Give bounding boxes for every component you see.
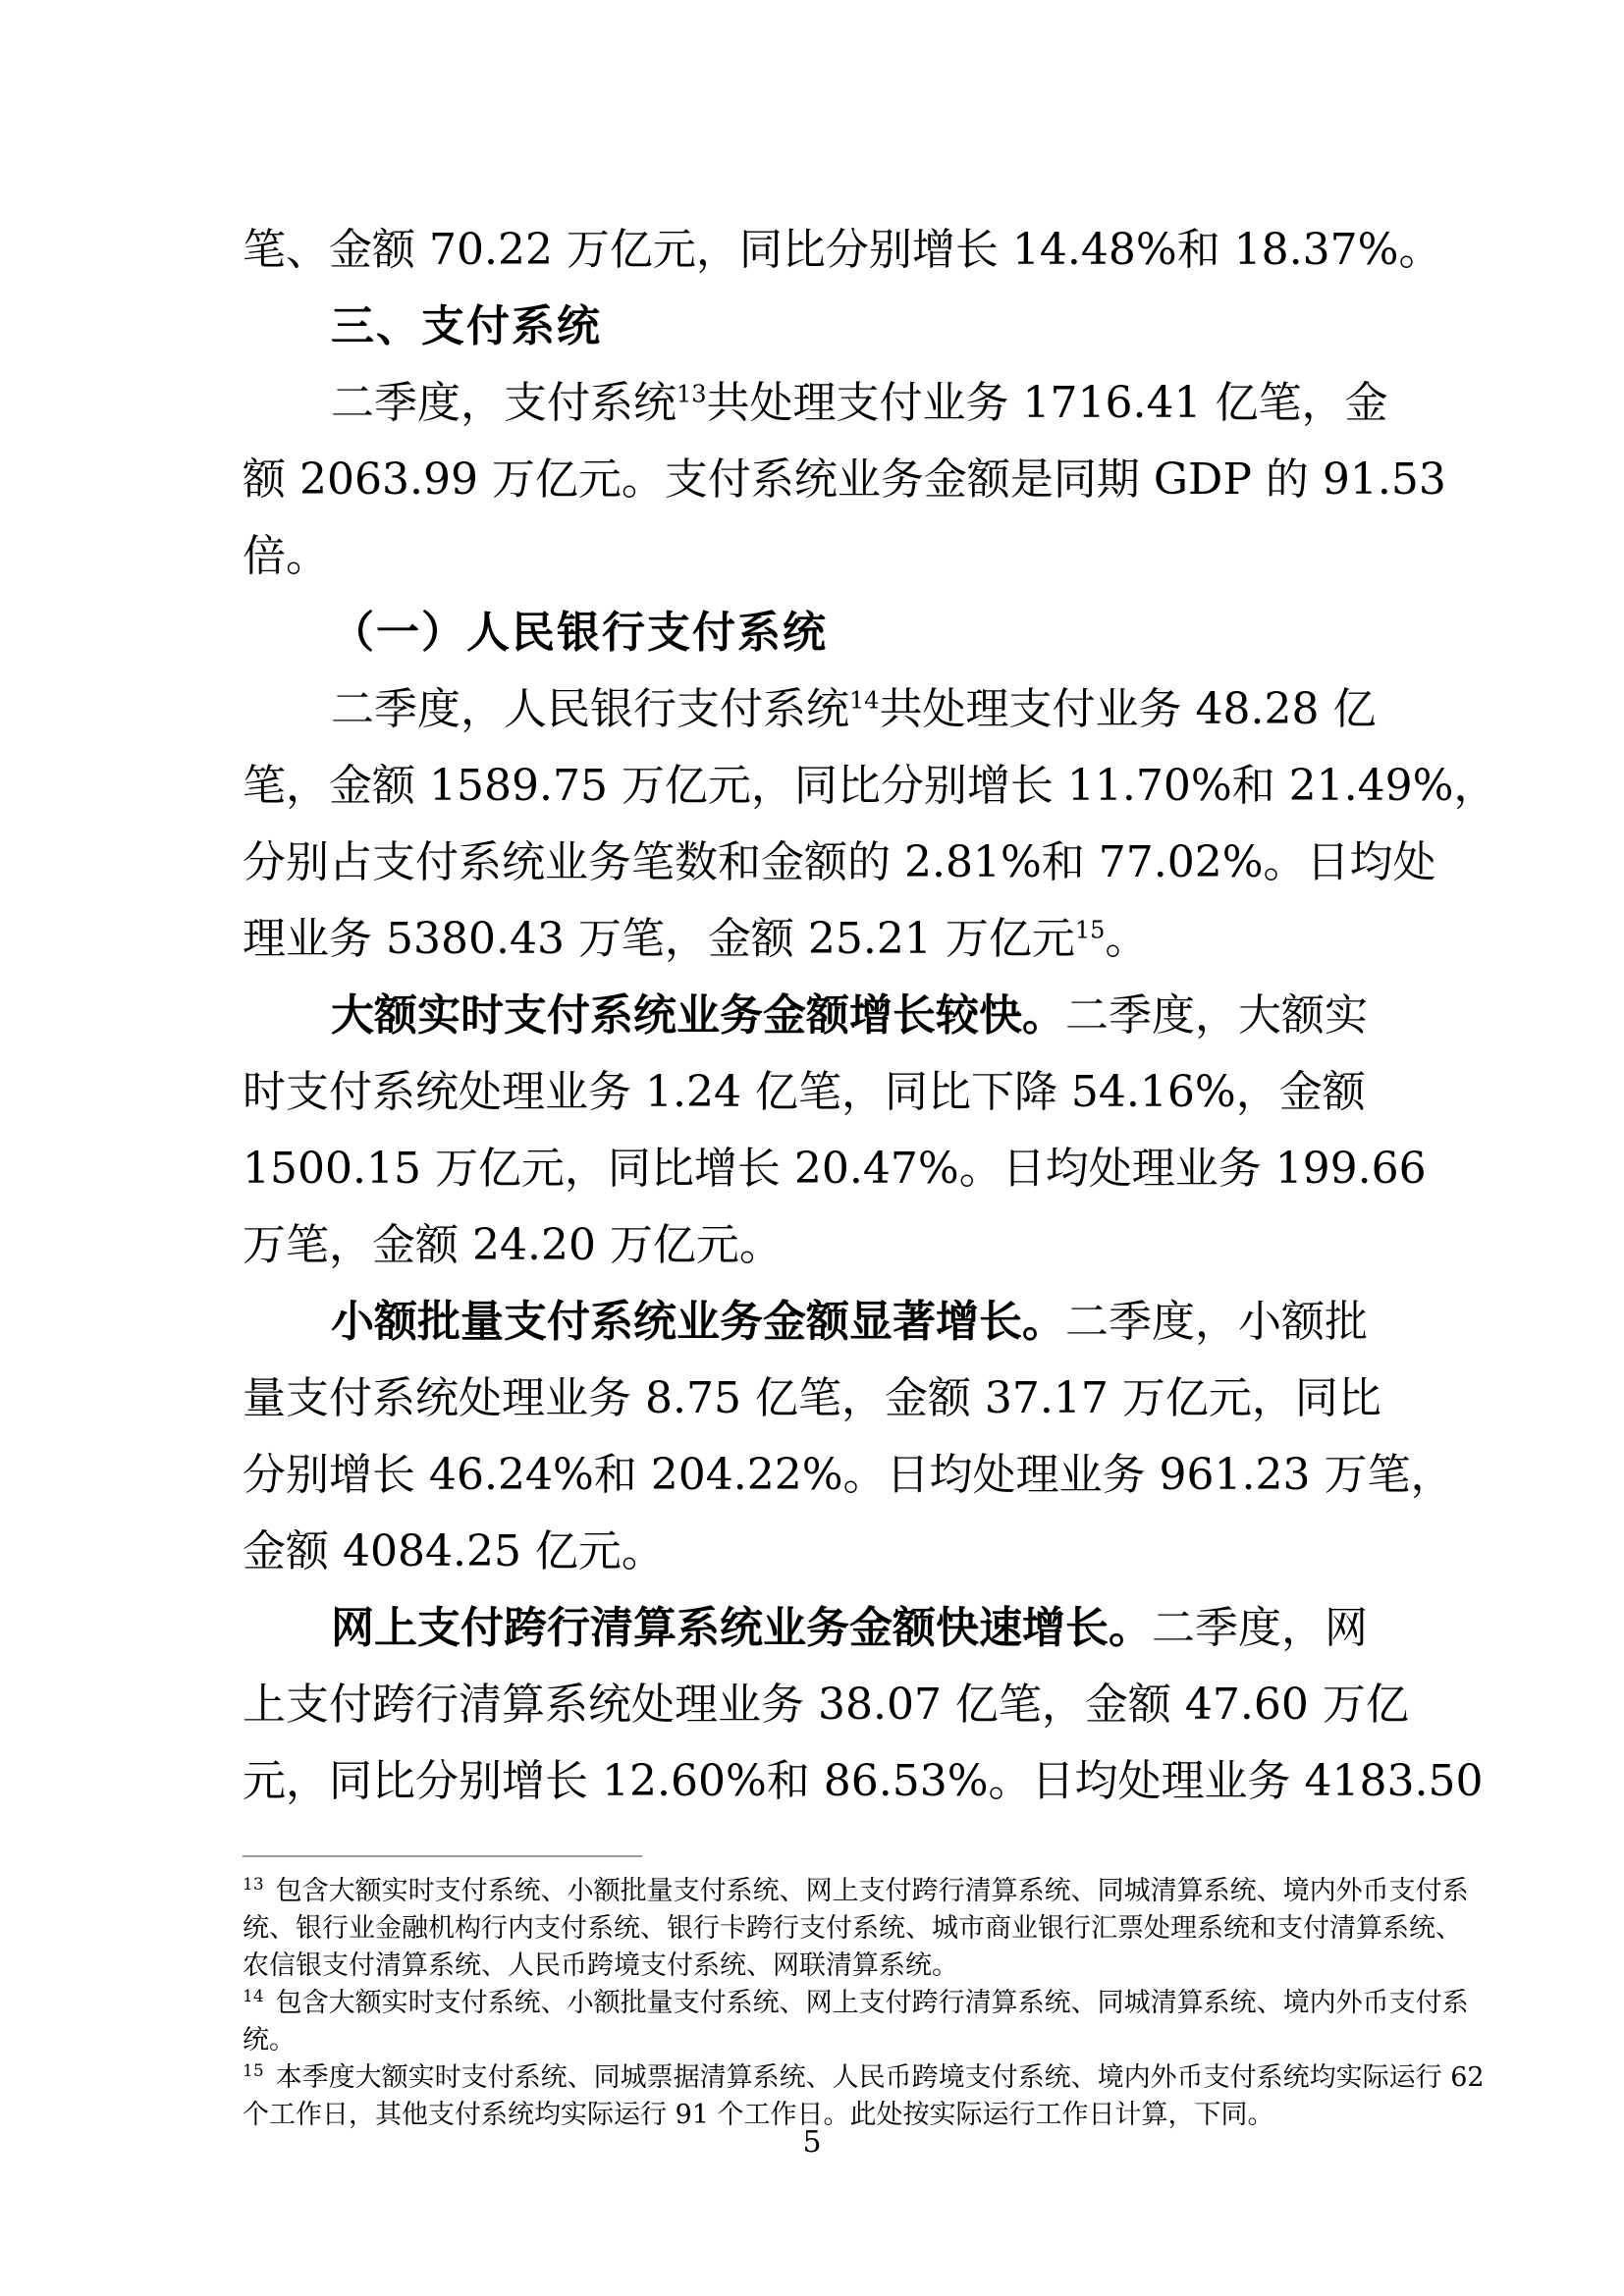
para-pboc-system-detail-line-3: 分别占支付系统业务笔数和金额的 2.81%和 77.02%。日均处 xyxy=(243,837,1436,887)
para-ibps-line-1: 网上支付跨行清算系统业务金额快速增长。二季度，网 xyxy=(331,1603,1368,1653)
footnote-ref-15: 15 xyxy=(1074,916,1106,944)
para-beps-line-2: 量支付系统处理业务 8.75 亿笔，金额 37.17 万亿元，同比 xyxy=(243,1373,1381,1423)
page-number: 5 xyxy=(802,2125,822,2160)
footnote-marker-13: 13 xyxy=(243,1875,264,1895)
footnote-14-line-2: 统。 xyxy=(243,2025,296,2056)
para-beps-line-1: 小额批量支付系统业务金额显著增长。二季度，小额批 xyxy=(331,1297,1368,1347)
footnotes xyxy=(243,1855,1485,2134)
footnote-ref-13: 13 xyxy=(677,380,707,408)
footnote-13-line-1: $^{13}$ 包含大额实时支付系统、小额批量支付系统、网上支付跨行清算系统、同城清算系统、境内外币支付系 xyxy=(243,1875,1469,1906)
footnote-14-line-1: $^{14}$ 包含大额实时支付系统、小额批量支付系统、网上支付跨行清算系统、同城清算系统、境内外币支付系 xyxy=(243,1987,1469,2018)
para-payment-system-overview-line-3: 倍。 xyxy=(243,531,329,581)
para-beps-line-3: 分别增长 46.24%和 204.22%。日均处理业务 961.23 万笔， xyxy=(243,1450,1454,1500)
para-hvps-line-1: 大额实时支付系统业务金额增长较快。二季度，大额实 xyxy=(331,990,1368,1041)
footnote-marker-14: 14 xyxy=(243,1987,264,2006)
footnote-15-line-2: 个工作日，其他支付系统均实际运行 91 个工作日。此处按实际运行工作日计算，下同。 xyxy=(243,2100,1274,2130)
document-body xyxy=(243,212,1497,1820)
footnote-15-line-1: $^{15}$ 本季度大额实时支付系统、同城票据清算系统、人民币跨境支付系统、境内外币支付系统均实际运行 62 xyxy=(243,2061,1485,2093)
footnote-13-line-2: 统、银行业金融机构行内支付系统、银行卡跨行支付系统、城市商业银行汇票处理系统和支付清算系统、 xyxy=(243,1913,1462,1944)
para-hvps-line-4: 万笔，金额 24.20 万亿元。 xyxy=(243,1220,783,1270)
para-hvps-line-2: 时支付系统处理业务 1.24 亿笔，同比下降 54.16%，金额 xyxy=(243,1067,1366,1117)
heading-pboc-payment-system-line-1: （一）人民银行支付系统 xyxy=(331,608,828,658)
footnote-marker-15: 15 xyxy=(243,2061,264,2081)
footnote-13-line-3: 农信银支付清算系统、人民币跨境支付系统、网联清算系统。 xyxy=(243,1950,958,1981)
para-prev-continuation-line-1: 笔、金额 70.22 万亿元，同比分别增长 14.48%和 18.37%。 xyxy=(243,225,1442,275)
footnote-separator xyxy=(243,1855,642,1857)
para-ibps-line-2: 上支付跨行清算系统处理业务 38.07 亿笔，金额 47.60 万亿 xyxy=(243,1680,1409,1730)
footnote-list xyxy=(243,1873,1485,2134)
para-pboc-system-detail-line-2: 笔，金额 1589.75 万亿元，同比分别增长 11.70%和 21.49%， xyxy=(243,761,1497,811)
para-ibps-line-3: 元，同比分别增长 12.60%和 86.53%。日均处理业务 4183.50 xyxy=(243,1756,1484,1806)
para-payment-system-overview-line-1: 二季度，支付系统$^{13}$共处理支付业务 1716.41 亿笔，金 xyxy=(331,378,1388,428)
footnote-ref-14: 14 xyxy=(849,686,880,715)
para-beps-line-4: 金额 4084.25 亿元。 xyxy=(243,1526,665,1576)
para-hvps-line-3: 1500.15 万亿元，同比增长 20.47%。日均处理业务 199.66 xyxy=(243,1144,1427,1194)
heading-section-three-line-1: 三、支付系统 xyxy=(331,301,602,351)
para-payment-system-overview-line-2: 额 2063.99 万亿元。支付系统业务金额是同期 GDP 的 91.53 xyxy=(243,454,1446,505)
para-pboc-system-detail-line-1: 二季度，人民银行支付系统$^{14}$共处理支付业务 48.28 亿 xyxy=(331,684,1377,734)
para-pboc-system-detail-line-4: 理业务 5380.43 万笔，金额 25.21 万亿元$^{15}$。 xyxy=(243,914,1149,964)
